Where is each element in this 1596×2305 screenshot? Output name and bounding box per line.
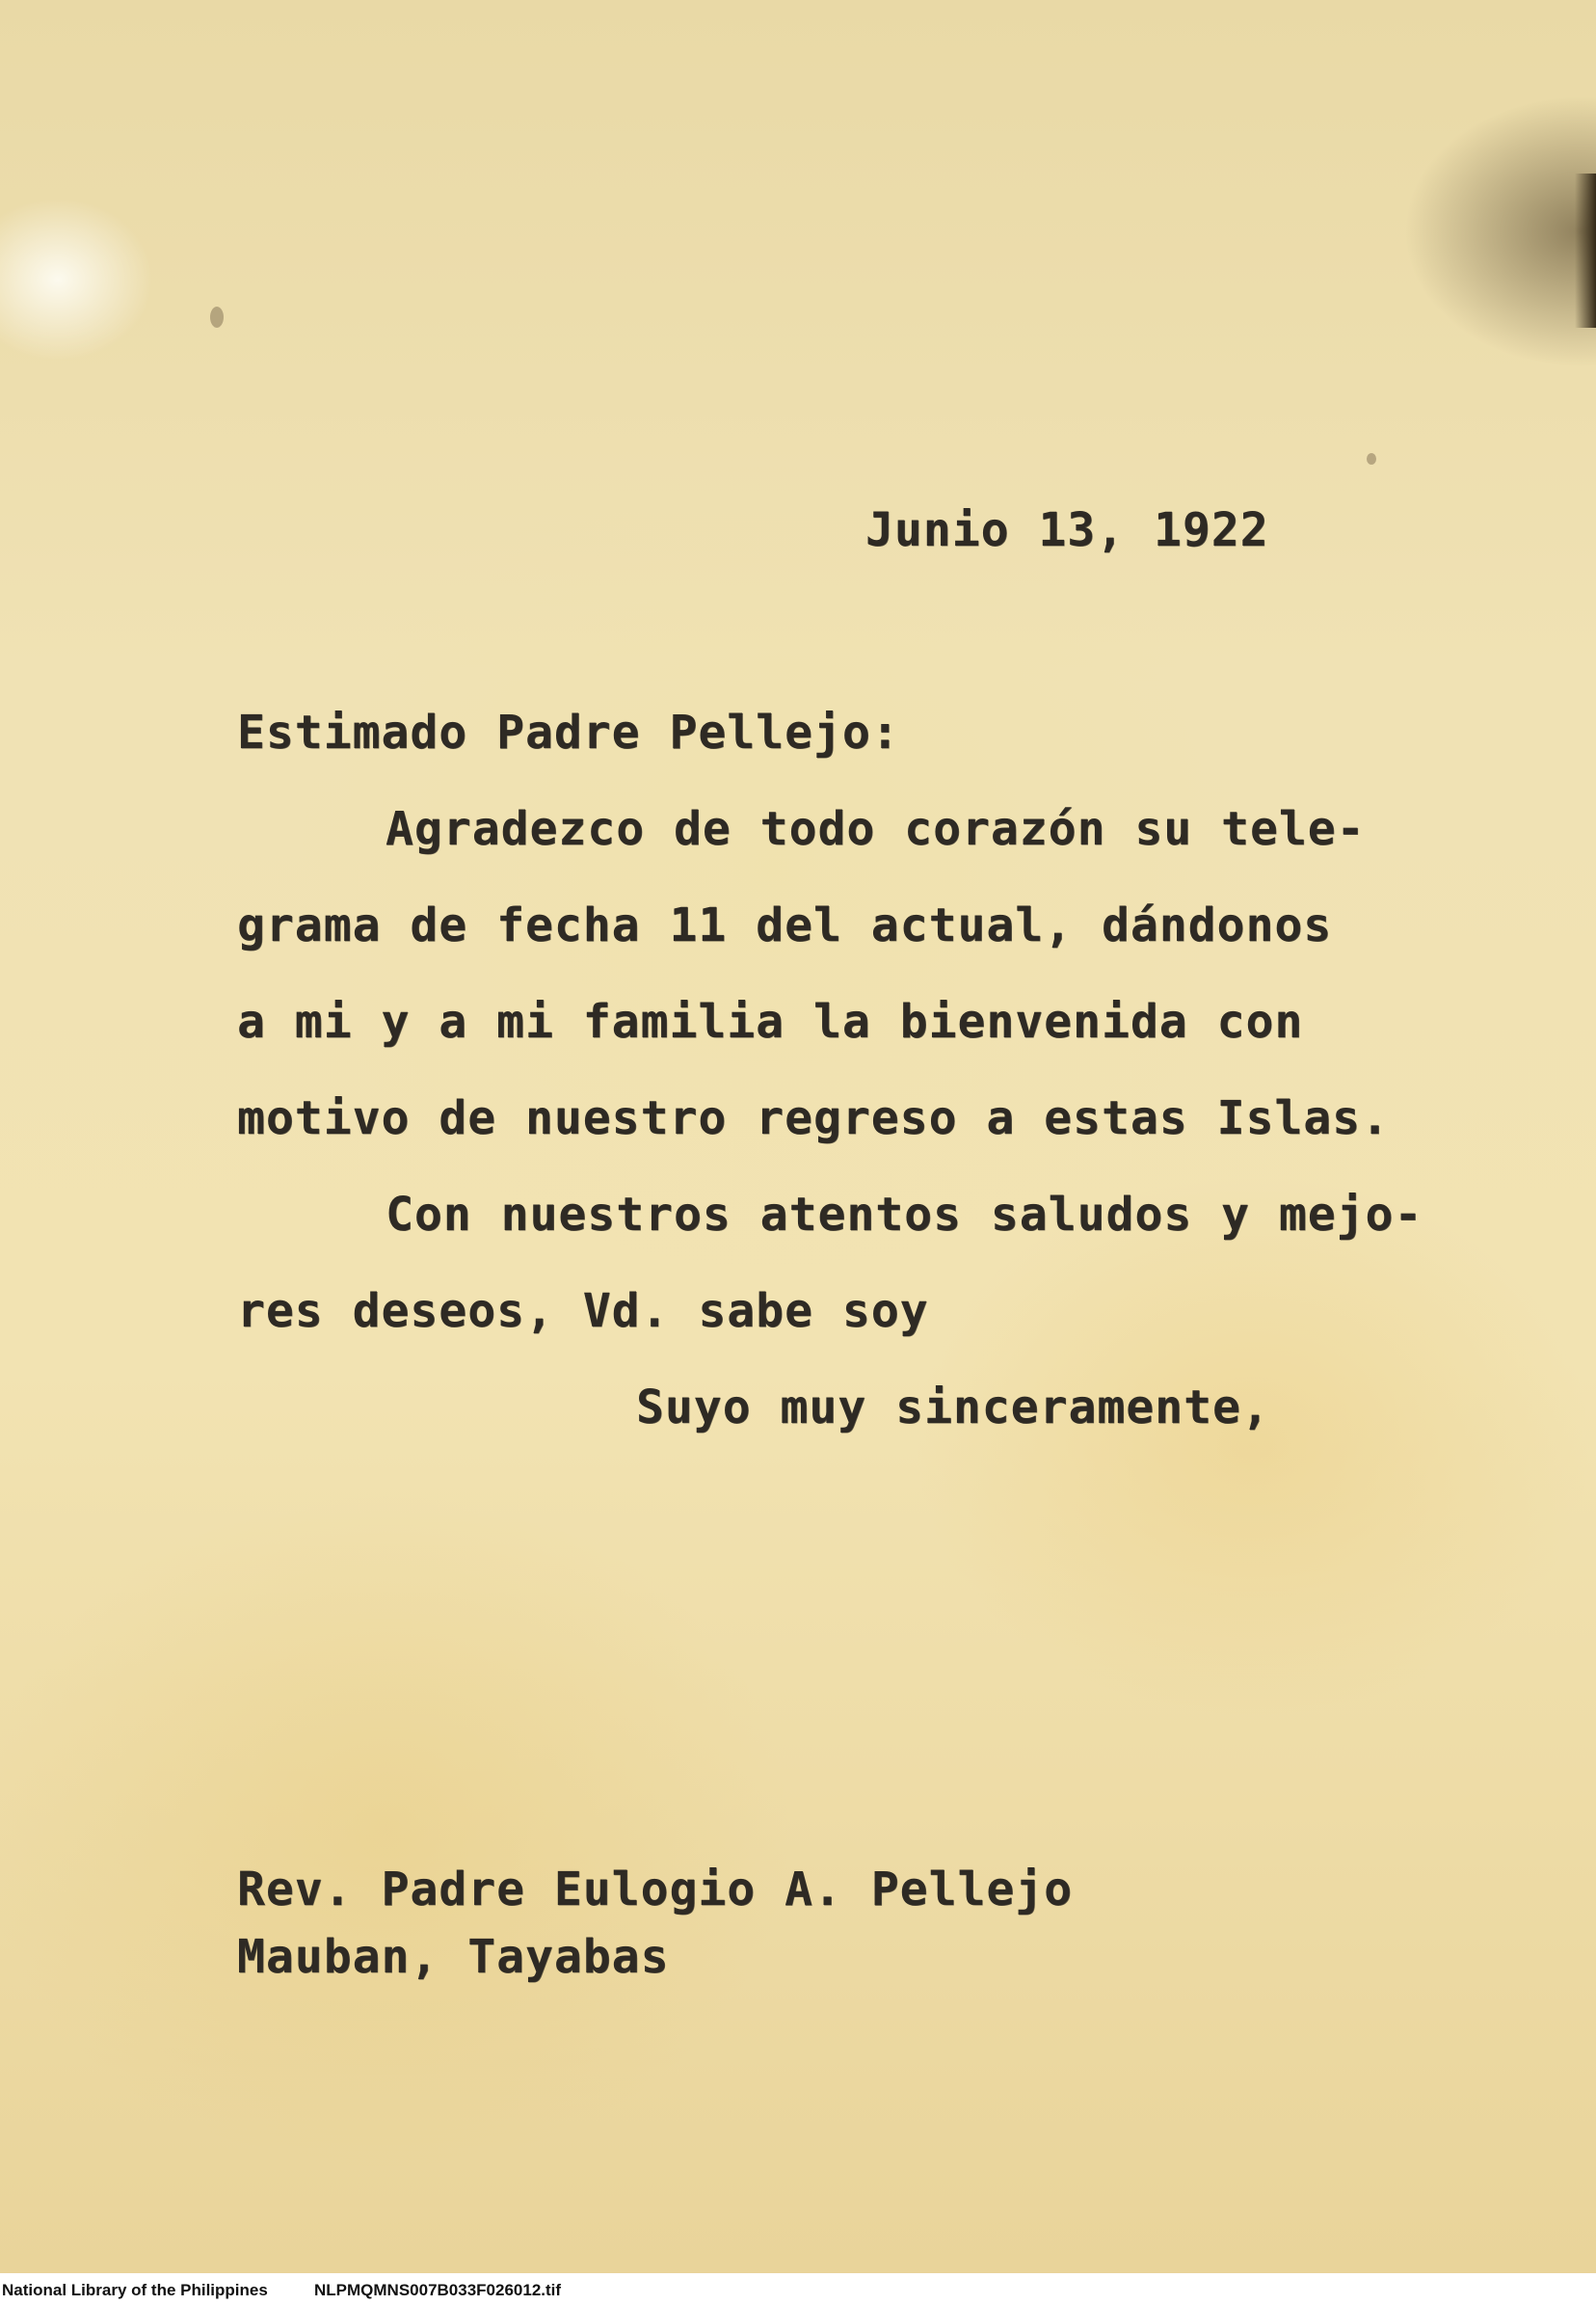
body-line: Agradezco de todo corazón su tele- bbox=[386, 802, 1366, 856]
recipient-place: Mauban, Tayabas bbox=[237, 1930, 670, 1984]
letter-salutation: Estimado Padre Pellejo: bbox=[237, 706, 900, 760]
recipient-name: Rev. Padre Eulogio A. Pellejo bbox=[237, 1863, 1074, 1916]
page-edge-shadow bbox=[1575, 174, 1596, 328]
scan-footer bbox=[0, 2273, 1596, 2305]
letter-date: Junio 13, 1922 bbox=[865, 503, 1269, 557]
letter-closing: Suyo muy sinceramente, bbox=[636, 1380, 1270, 1434]
body-line: grama de fecha 11 del actual, dándonos bbox=[237, 898, 1333, 952]
ink-stain bbox=[1367, 453, 1376, 465]
body-line: a mi y a mi familia la bienvenida con bbox=[237, 995, 1304, 1049]
footer-file-id: NLPMQMNS007B033F026012.tif bbox=[314, 2281, 562, 2299]
body-line: Con nuestros atentos saludos y mejo- bbox=[386, 1188, 1423, 1242]
body-line: res deseos, Vd. sabe soy bbox=[237, 1284, 929, 1338]
footer-institution: National Library of the Philippines bbox=[2, 2281, 268, 2299]
body-line: motivo de nuestro regreso a estas Islas. bbox=[237, 1091, 1390, 1145]
ink-stain bbox=[210, 307, 224, 328]
